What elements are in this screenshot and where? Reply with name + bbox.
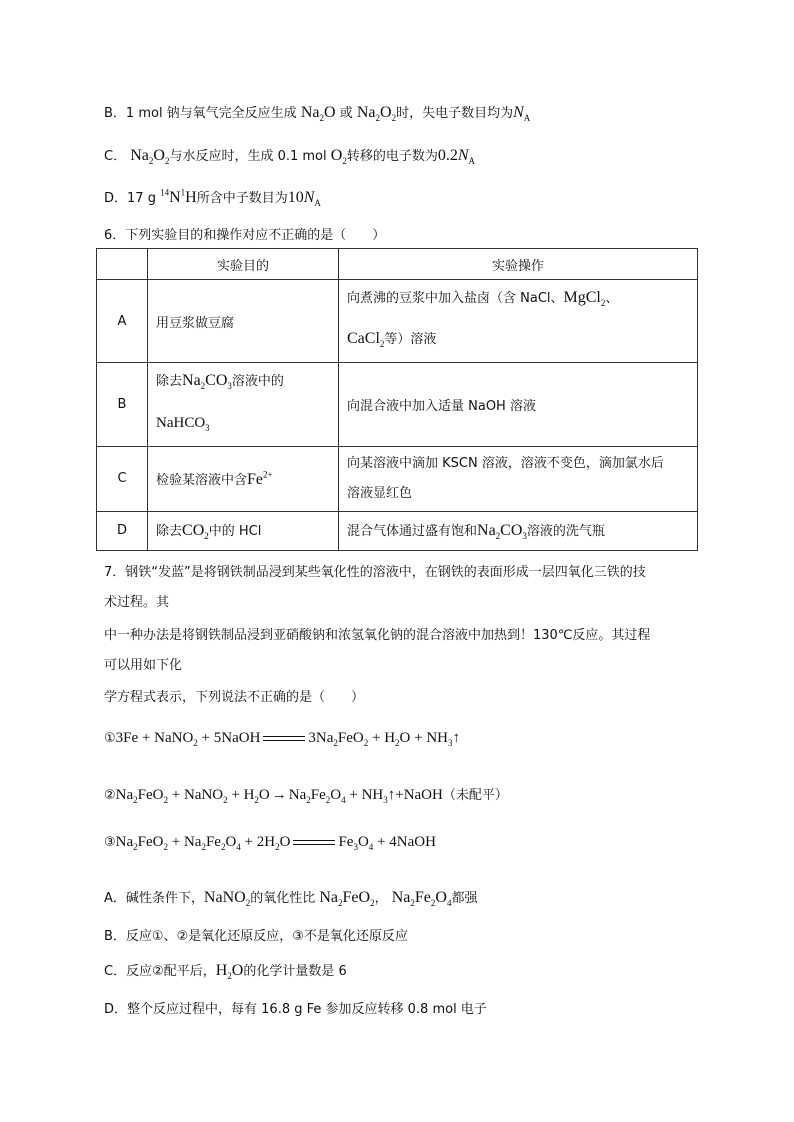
table-header-row — [97, 249, 698, 280]
neutron-count: $10N_A$ — [287, 189, 321, 209]
avogadro-symbol: $N_A$ — [513, 104, 531, 124]
row-purpose: 除去$Na_2CO_3$溶液中的 NaHCO$_3$ — [148, 363, 339, 446]
row-letter: C — [97, 446, 148, 511]
row-letter: A — [97, 280, 148, 363]
gas-arrow-icon: ↑ — [387, 787, 396, 803]
q7-stem-line-1: 7．钢铁“发蓝”是将钢铁制品浸到某些氧化性的溶液中，在钢铁的表面形成一层四氧化三铁的技 — [104, 565, 646, 580]
equals-sign — [263, 736, 305, 741]
table-row — [97, 280, 698, 363]
row-operation: 向混合液中加入适量 NaOH 溶液 — [339, 363, 698, 446]
row-purpose: 除去$CO_2$中的 HCl — [148, 511, 339, 550]
table-row — [97, 511, 698, 550]
q5-option-b: B．1 mol 钠与氧气完全反应生成 $Na_2O$ 或 $Na_2O_2$时，失电子数目均为$N_A$ — [104, 104, 531, 124]
reaction-arrow-icon: → — [271, 787, 287, 803]
q7-option-c: C．反应②配平后，$H_2O$的化学计量数是 6 — [104, 962, 347, 982]
row-purpose: 用豆浆做豆腐 — [148, 280, 339, 363]
formula-na2o2: $Na_2O_2$ — [356, 104, 397, 124]
q7-option-b: B．反应①、②是氧化还原反应，③不是氧化还原反应 — [104, 929, 408, 944]
q7-stem-line-3: 中一种办法是将钢铁制品浸到亚硝酸钠和浓氢氧化钠的混合溶液中加热到！130℃反应。其过程 — [104, 628, 651, 643]
header-purpose: 实验目的 — [148, 249, 339, 280]
q6-stem: 6．下列实验目的和操作对应不正确的是（ ） — [104, 228, 386, 243]
electron-count: $0.2N_A$ — [437, 147, 475, 167]
row-letter: D — [97, 511, 148, 550]
equation-1: ①3Fe + NaNO$_2$ + 5NaOH $3Na_2FeO_2 + H_2O$ + $NH_3↑$ — [104, 730, 461, 748]
table-row — [97, 446, 698, 511]
header-operation: 实验操作 — [339, 249, 698, 280]
experiment-table — [96, 248, 698, 551]
formula-14n1h: $^{14}N^1H$ — [160, 187, 197, 206]
row-purpose: 检验某溶液中含$Fe^{2+}$ — [148, 446, 339, 511]
q7-option-a: A．碱性条件下，NaNO$_2$的氧化性比 $Na_2FeO_2$， $Na_2Fe_2O_4$都强 — [104, 889, 478, 909]
q5-option-d: D．17 g $^{14}N^1H$所含中子数目为$10N_A$ — [104, 187, 321, 209]
row-operation: 混合气体通过盛有饱和$Na_2CO_3$溶液的洗气瓶 — [339, 511, 698, 550]
q7-option-d: D．整个反应过程中，每有 16.8 g Fe 参加反应转移 0.8 mol 电子 — [104, 1002, 487, 1017]
equals-sign — [293, 840, 335, 845]
equation-3: $③Na_2FeO_2 + Na_2Fe_2O_4 + 2H_2O$ $Fe_3O_4$ + 4NaOH — [104, 834, 436, 852]
row-operation: 向某溶液中滴加 KSCN 溶液，溶液不变色，滴加氯水后 溶液显红色 — [339, 446, 698, 511]
q5-option-c: C． $Na_2O_2$与水反应时，生成 0.1 mol $O_2$转移的电子数为$0.2N_A$ — [104, 147, 475, 167]
formula-o2: $O_2$ — [330, 147, 347, 167]
formula-na2o: $Na_2O$ — [300, 104, 336, 124]
row-operation: 向煮沸的豆浆中加入盐卤（含 NaCl、MgCl$_2$、 CaCl$_2$等）溶液 — [339, 280, 698, 363]
row-letter: B — [97, 363, 148, 446]
gas-arrow-icon: ↑ — [452, 730, 461, 746]
header-empty — [97, 249, 148, 280]
table-row — [97, 363, 698, 446]
equation-2: $②Na_2FeO_2$ + NaNO$_2$ + $H_2O \to Na_2Fe_2O_4$ + $NH_3↑+NaOH$（未配平） — [104, 787, 508, 805]
q7-stem-line-2: 术过程。其 — [104, 595, 170, 610]
q7-stem-line-5: 学方程式表示，下列说法不正确的是（ ） — [104, 690, 365, 705]
q7-stem-line-4: 可以用如下化 — [104, 658, 183, 673]
formula-na2o2: $Na_2O_2$ — [130, 147, 170, 167]
